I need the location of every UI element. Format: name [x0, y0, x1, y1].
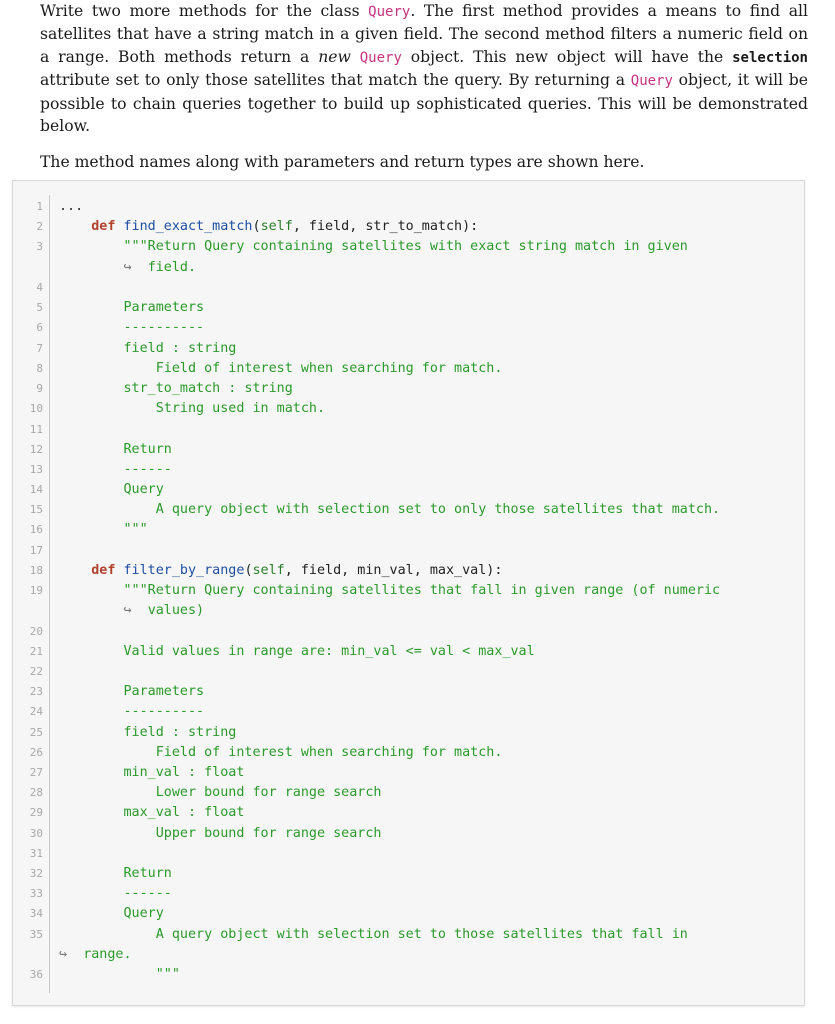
emphasis-new: new	[318, 47, 351, 66]
docstring-text: A query object with selection set to only those satellites that match.	[155, 502, 721, 517]
docstring-text: Field of interest when searching for match.	[155, 745, 503, 760]
line-number: 17	[29, 544, 43, 557]
docstring-text: field : string	[123, 341, 237, 356]
line-number: 29	[29, 806, 43, 819]
line-number: 18	[29, 564, 43, 577]
code-line-12	[59, 440, 172, 460]
docstring-text: String used in match.	[155, 401, 326, 416]
code-line-18	[59, 561, 502, 581]
line-number: 22	[29, 665, 43, 678]
intro-text-segment: . The first method provides a means to find all satellites that have a string match in a given field. The second method filters a numeric field on a range. Both methods return a	[40, 2, 808, 66]
line-number: 3	[36, 240, 43, 253]
line-number: 35	[29, 928, 43, 941]
docstring-text: Upper bound for range search	[155, 826, 382, 841]
docstring-text: field.	[147, 260, 197, 275]
code-line-8	[59, 359, 502, 379]
ellipsis: ...	[59, 199, 84, 214]
wrap-arrow-icon: ↪	[59, 947, 68, 962]
docstring-text: ----------	[123, 704, 205, 719]
docstring-text: """	[123, 522, 148, 537]
line-number: 6	[36, 321, 43, 334]
line-number: 32	[29, 867, 43, 880]
docstring-text: Field of interest when searching for match.	[155, 361, 503, 376]
intro-text-segment: object. This new object will have the	[401, 47, 733, 66]
self-param: self	[252, 563, 285, 578]
code-line-24	[59, 702, 204, 722]
line-number: 36	[29, 968, 43, 981]
line-number: 23	[29, 685, 43, 698]
line-number: 25	[29, 726, 43, 739]
query-class-name: Query	[359, 49, 402, 66]
gutter-divider	[49, 195, 50, 993]
code-line-36	[59, 965, 180, 985]
line-number: 16	[29, 523, 43, 536]
docstring-text: ------	[123, 886, 172, 901]
docstring-text: """Return Query containing satellites that fall in given range (of numeric	[123, 583, 721, 598]
code-line-26	[59, 743, 502, 763]
code-line-21	[59, 642, 535, 662]
code-line-2	[59, 217, 478, 237]
code-line-32	[59, 864, 172, 884]
code-line-3-wrap	[59, 258, 196, 278]
intro-text-segment: object, it will be possible to chain queries together to build up sophisticated queries. This will be demonstrated below.	[40, 71, 808, 136]
paren: (	[244, 563, 253, 578]
code-line-30	[59, 824, 381, 844]
line-number: 34	[29, 907, 43, 920]
line-number: 7	[36, 342, 43, 355]
docstring-text: str_to_match : string	[123, 381, 293, 396]
params: , field, min_val, max_val):	[284, 563, 503, 578]
docstring-text: min_val : float	[123, 765, 245, 780]
keyword-def: def	[91, 563, 116, 578]
line-number: 24	[29, 705, 43, 718]
code-line-1	[59, 197, 83, 217]
line-number: 30	[29, 827, 43, 840]
docstring-text: """	[155, 967, 180, 982]
intro-text-segment: Write two more methods for the class	[40, 2, 369, 20]
line-number: 31	[29, 847, 43, 860]
line-number: 4	[36, 281, 43, 294]
docstring-text: Parameters	[123, 300, 205, 315]
docstring-text: Query	[123, 482, 164, 497]
params: , field, str_to_match):	[292, 219, 479, 234]
line-number: 5	[36, 301, 43, 314]
code-line-28	[59, 783, 381, 803]
line-number: 2	[36, 220, 43, 233]
docstring-text: Query	[123, 906, 164, 921]
line-number: 14	[29, 483, 43, 496]
docstring-text: Valid values in range are: min_val <= val < max_val	[123, 644, 535, 659]
docstring-text: ----------	[123, 320, 205, 335]
docstring-text: range.	[83, 947, 132, 962]
intro-paragraph-2: The method names along with parameters and return types are shown here.	[40, 153, 645, 172]
code-line-35	[59, 925, 688, 945]
line-number: 11	[29, 423, 43, 436]
code-line-7	[59, 339, 236, 359]
code-line-27	[59, 763, 244, 783]
code-line-3	[59, 237, 688, 257]
query-class-name: Query	[368, 4, 411, 20]
docstring-text: Parameters	[123, 684, 205, 699]
line-number: 12	[29, 443, 43, 456]
code-line-15	[59, 500, 720, 520]
line-number: 26	[29, 746, 43, 759]
docstring-text: field : string	[123, 725, 237, 740]
docstring-text: Return	[123, 866, 172, 881]
line-number: 19	[29, 584, 43, 597]
intro-text-segment: attribute set to only those satellites that match the query. By returning a	[40, 71, 631, 90]
line-number: 28	[29, 786, 43, 799]
docstring-text: max_val : float	[123, 805, 245, 820]
intro-paragraph-1	[40, 0, 808, 137]
self-param: self	[260, 219, 293, 234]
selection-attribute: selection	[732, 49, 808, 66]
code-line-19-wrap	[59, 601, 204, 621]
code-listing	[12, 180, 805, 1006]
line-number: 13	[29, 463, 43, 476]
paren: (	[252, 219, 261, 234]
docstring-text: ------	[123, 462, 172, 477]
line-number: 8	[36, 362, 43, 375]
query-class-name: Query	[630, 73, 673, 90]
code-line-19	[59, 581, 720, 601]
code-line-6	[59, 318, 204, 338]
docstring-text: Return	[123, 442, 172, 457]
code-line-35-wrap	[59, 945, 132, 965]
line-number: 15	[29, 503, 43, 516]
intro-text	[40, 0, 808, 174]
code-line-10	[59, 399, 325, 419]
docstring-text: values)	[147, 603, 205, 618]
code-line-16	[59, 520, 148, 540]
code-line-23	[59, 682, 204, 702]
code-line-5	[59, 298, 204, 318]
line-number: 21	[29, 645, 43, 658]
function-name: filter_by_range	[123, 563, 245, 578]
code-line-34	[59, 904, 164, 924]
code-line-33	[59, 884, 172, 904]
keyword-def: def	[91, 219, 116, 234]
wrap-arrow-icon: ↪	[123, 260, 132, 275]
docstring-text: Lower bound for range search	[155, 785, 382, 800]
code-line-29	[59, 803, 244, 823]
line-number: 27	[29, 766, 43, 779]
docstring-text: """Return Query containing satellites with exact string match in given	[123, 239, 688, 254]
docstring-text: A query object with selection set to those satellites that fall in	[155, 927, 688, 942]
line-number: 9	[36, 382, 43, 395]
code-line-13	[59, 460, 172, 480]
line-number: 20	[29, 625, 43, 638]
code-line-9	[59, 379, 293, 399]
code-line-25	[59, 723, 236, 743]
function-name: find_exact_match	[123, 219, 253, 234]
line-number: 33	[29, 887, 43, 900]
line-number-gutter	[13, 181, 49, 1005]
line-number: 1	[36, 200, 43, 213]
code-line-14	[59, 480, 164, 500]
line-number: 10	[29, 402, 43, 415]
wrap-arrow-icon: ↪	[123, 603, 132, 618]
